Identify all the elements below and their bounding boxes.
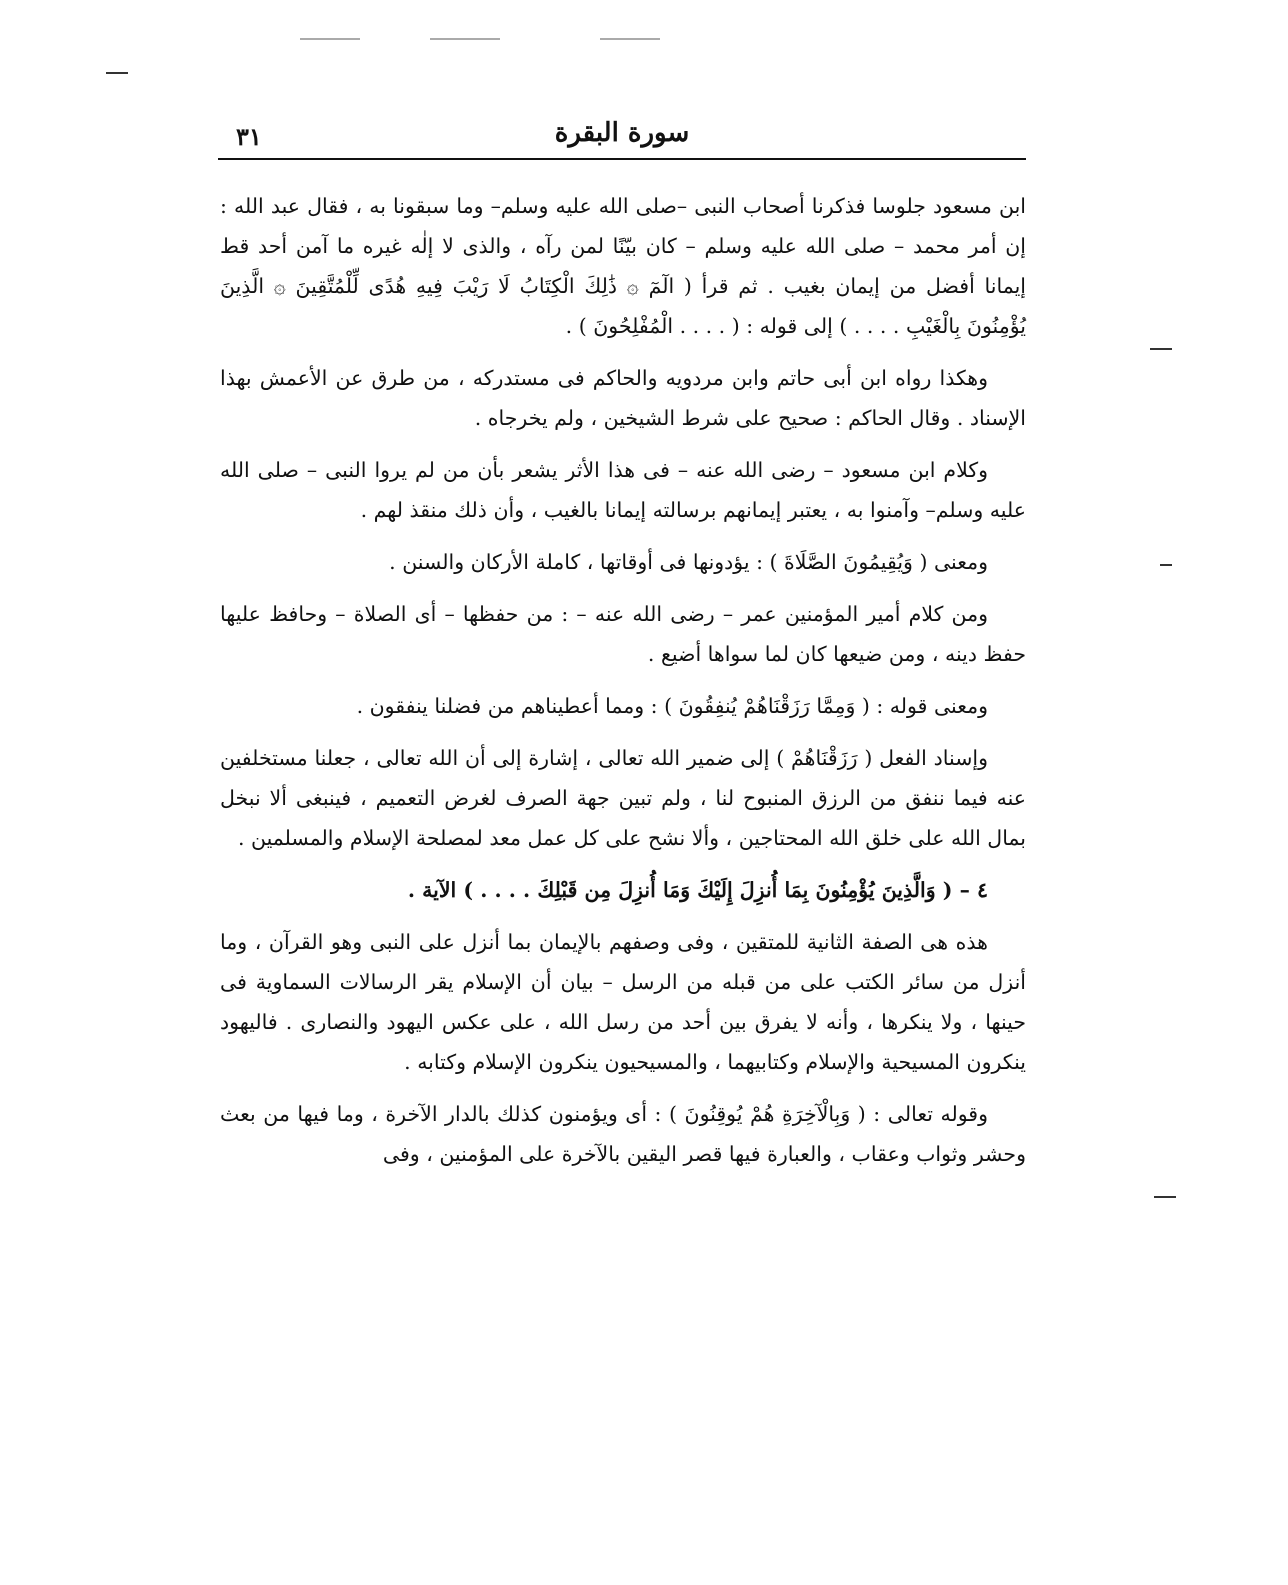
paragraph: ومن كلام أمير المؤمنين عمر – رضى الله عنه – : من حفظها – أى الصلاة – وحافظ عليها حفظ دينه ، ومن ضيعها كان لما سواها أضيع . xyxy=(220,602,1026,666)
paragraph: وكلام ابن مسعود – رضى الله عنه – فى هذا الأثر يشعر بأن من لم يروا النبى – صلى الله عليه وسلم– وآمنوا به ، يعتبر إيمانهم برسالته إيمانا بالغيب ، وأن ذلك منقذ لهم . xyxy=(220,458,1026,522)
page-header xyxy=(218,112,1026,160)
paragraph: وهكذا رواه ابن أبى حاتم وابن مردويه والحاكم فى مستدركه ، من طرق عن الأعمش بهذا الإسناد . وقال الحاكم : صحيح على شرط الشيخين ، ولم يخرجاه . xyxy=(220,366,1026,430)
paragraph: ابن مسعود جلوسا فذكرنا أصحاب النبى –صلى الله عليه وسلم– وما سبقونا به ، فقال عبد الله : إن أمر محمد – صلى الله عليه وسلم – كان بيّنًا لمن رآه ، والذى لا إلٰه غيره ما آمن أحد قط إيمانا أفضل من إيمان بغيب . ثم قرأ ( الٓمٓ ۞ ذَٰلِكَ الْكِتَابُ لَا رَيْبَ فِيهِ هُدًى لِّلْمُتَّقِينَ ۞ الَّذِينَ يُؤْمِنُونَ بِالْغَيْبِ . . . . ) إلى قوله : ( . . . . الْمُفْلِحُونَ ) . xyxy=(220,194,1026,338)
paragraph: ومعنى قوله : ( وَمِمَّا رَزَقْنَاهُمْ يُنفِقُونَ ) : ومما أعطيناهم من فضلنا ينفقون . xyxy=(356,694,988,718)
body-text xyxy=(220,186,1026,1186)
scan-artifact xyxy=(1150,348,1172,350)
paragraph: ومعنى ( وَيُقِيمُونَ الصَّلَاةَ ) : يؤدونها فى أوقاتها ، كاملة الأركان والسنن . xyxy=(389,550,988,574)
paragraph: وإسناد الفعل ( رَزَقْنَاهُمْ ) إلى ضمير الله تعالى ، إشارة إلى أن الله تعالى ، جعلنا مستخلفين عنه فيما ننفق من الرزق المنبوح لنا ، ولم تبين جهة الصرف لغرض التعميم ، فينبغى ألا نبخل بمال الله على خلق الله المحتاجين ، وألا نشح على كل عمل معد لمصلحة الإسلام والمسلمين . xyxy=(220,746,1026,850)
scan-artifact xyxy=(106,72,128,74)
scan-artifact xyxy=(430,38,500,40)
verse-heading: ٤ – ( وَالَّذِينَ يُؤْمِنُونَ بِمَا أُنزِلَ إِلَيْكَ وَمَا أُنزِلَ مِن قَبْلِكَ . . . . ) الآية . xyxy=(407,878,988,902)
scan-artifact xyxy=(600,38,660,40)
paragraph: هذه هى الصفة الثانية للمتقين ، وفى وصفهم بالإيمان بما أنزل على النبى وهو القرآن ، وما أنزل من سائر الكتب على من قبله من الرسل – بيان أن الإسلام يقر الرسالات السماوية فى حينها ، ولا ينكرها ، وأنه لا يفرق بين أحد من رسل الله ، على عكس اليهود والنصارى . فاليهود ينكرون المسيحية والإسلام وكتابيهما ، والمسيحيون ينكرون الإسلام وكتابه . xyxy=(220,930,1026,1074)
paragraph: وقوله تعالى : ( وَبِالْآخِرَةِ هُمْ يُوقِنُونَ ) : أى ويؤمنون كذلك بالدار الآخرة ، وما فيها من بعث وحشر وثواب وعقاب ، والعبارة فيها قصر اليقين بالآخرة على المؤمنين ، وفى xyxy=(220,1102,1026,1166)
scan-artifact xyxy=(1154,1196,1176,1198)
page-number: ٣١ xyxy=(236,122,262,151)
scan-artifact xyxy=(1160,564,1172,566)
scan-artifact xyxy=(300,38,360,40)
running-title: سورة البقرة xyxy=(554,118,690,148)
